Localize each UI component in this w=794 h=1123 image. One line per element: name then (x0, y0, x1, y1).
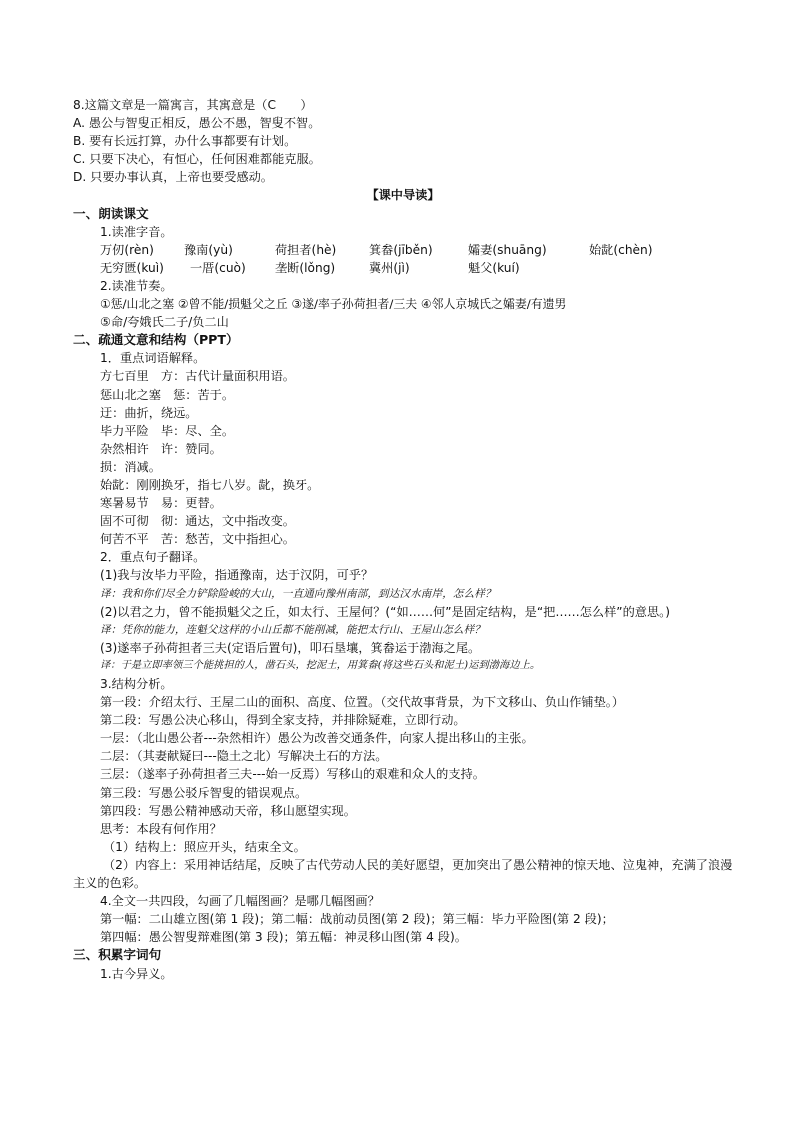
word-item: 惩山北之塞 惩：苦于。 (100, 387, 235, 402)
structure-item: 三层：（遂率子孙荷担者三夫---始一反焉）写移山的艰难和众人的支持。 (100, 767, 485, 782)
structure-subheading: 3.结构分析。 (100, 677, 173, 691)
effect-content: （2）内容上：采用神话结尾，反映了古代劳动人民的美好愿望，更加突出了愚公精神的惊天地、泣鬼神，充满了浪漫主义的色彩。 (73, 857, 733, 891)
word-item: 寒暑易节 易：更替。 (100, 496, 222, 511)
option-d: D. 只要办事认真，上帝也要受感动。 (73, 170, 273, 185)
rhythm-line-1: ①惩/山北之塞 ②曾不能/损魁父之丘 ③遂/率子孙荷担者/三夫 ④邻人京城氏之孀妻/有遗男 (100, 297, 567, 312)
structure-item: 第二段：写愚公决心移山，得到全家支持，并排除疑难，立即行动。 (100, 713, 466, 728)
word-item: 迂：曲折，绕远。 (100, 405, 198, 420)
document-page (73, 96, 733, 983)
word-item: 毕力平险 毕：尽、全。 (100, 423, 235, 438)
structure-item: 第三段：写愚公驳斥智叟的错误观点。 (100, 785, 308, 800)
structure-item: 第一段：介绍太行、王屋二山的面积、高度、位置。（交代故事背景，为下文移山、负山作铺垫。） (100, 695, 625, 710)
pinyin-item: 魁父(kuí) (468, 260, 520, 275)
pinyin-item: 垄断(lǒng) (275, 260, 336, 275)
translation-3: 译：于是立即率领三个能挑担的人，凿石头，挖泥土，用箕畚(将这些石头和泥土)运到渤海边上。 (100, 659, 541, 671)
pronunciation-row-1 (73, 241, 733, 259)
section-title: 【课中导读】 (366, 188, 440, 203)
heading-reading: 一、朗读课文 (73, 205, 149, 221)
structure-item: 二层：（其妻献疑曰---隐土之北）写解决土石的方法。 (100, 749, 388, 764)
pinyin-item: 荷担者(hè) (275, 242, 337, 257)
structure-item: 思考：本段有何作用？ (100, 821, 222, 836)
pinyin-item: 冀州(jì) (369, 260, 410, 275)
sentence-2: (2)以君之力，曾不能损魁父之丘，如太行、王屋何？(“如……何”是固定结构，是“把……怎么样”的意思。) (100, 604, 670, 619)
translation-2: 译：凭你的能力，连魁父这样的小山丘都不能削减，能把太行山、王屋山怎么样？ (100, 623, 485, 636)
word-item: 始龀：刚刚换牙，指七八岁。龀，换牙。 (100, 477, 320, 492)
pictures-line-1: 第一幅：二山雄立图(第 1 段)；第二幅：战前动员图(第 2 段)；第三幅：毕力平险图(第 2 段)； (100, 912, 614, 927)
pinyin-item: 万仞(rèn) (100, 242, 154, 257)
pinyin-item: 一厝(cuò) (190, 260, 246, 275)
pictures-line-2: 第四幅：愚公智叟辩难图(第 3 段)；第五幅：神灵移山图(第 4 段)。 (100, 930, 467, 945)
translation-1: 译：我和你们尽全力铲除险峻的大山，一直通向豫州南部，到达汉水南岸，怎么样？ (100, 587, 496, 600)
question-8-stem: 8.这篇文章是一篇寓言，其寓意是（C ） (73, 98, 313, 112)
structure-item: 一层：（北山愚公者---杂然相许）愚公为改善交通条件，向家人提出移山的主张。 (100, 731, 534, 746)
ancient-modern-subheading: 1.古今异义。 (100, 966, 173, 981)
heading-accumulation: 三、积累字词句 (73, 947, 162, 963)
word-item: 固不可彻 彻：通达，文中指改变。 (100, 514, 295, 529)
heading-meaning-structure: 二、疏通文意和结构（PPT） (73, 332, 239, 348)
pronunciation-subheading: 1.读准字音。 (100, 224, 173, 239)
translation-subheading: 2．重点句子翻译。 (100, 550, 206, 565)
option-b: B. 要有长远打算，办什么事都要有计划。 (73, 134, 297, 149)
sentence-3: (3)遂率子孙荷担者三夫(定语后置句)，叩石垦壤，箕畚运于渤海之尾。 (100, 640, 481, 655)
pinyin-item: 始龀(chèn) (589, 242, 653, 257)
pinyin-item: 箕畚(jīběn) (369, 242, 433, 257)
effect-structure: （1）结构上：照应开头，结束全文。 (103, 839, 306, 854)
pronunciation-row-2 (73, 259, 733, 277)
sentence-1: (1)我与汝毕力平险，指通豫南，达于汉阴，可乎？ (100, 568, 374, 583)
pictures-subheading: 4.全文一共四段，勾画了几幅图画？是哪几幅图画？ (100, 894, 380, 909)
pinyin-item: 无穷匮(kuì) (100, 260, 164, 275)
pinyin-item: 豫南(yù) (184, 242, 233, 257)
word-item: 损：消减。 (100, 459, 161, 474)
rhythm-line-2: ⑤命/夸娥氏二子/负二山 (100, 315, 229, 330)
word-item: 方七百里 方：古代计量面积用语。 (100, 369, 295, 384)
option-c: C. 只要下决心，有恒心，任何困难都能克服。 (73, 152, 321, 167)
word-explanation-subheading: 1．重点词语解释。 (100, 351, 206, 366)
option-a: A. 愚公与智叟正相反，愚公不愚，智叟不智。 (73, 116, 321, 131)
pinyin-item: 孀妻(shuāng) (468, 242, 547, 257)
word-item: 何苦不平 苦：愁苦，文中指担心。 (100, 532, 295, 547)
rhythm-subheading: 2.读准节奏。 (100, 278, 173, 293)
structure-item: 第四段：写愚公精神感动天帝，移山愿望实现。 (100, 803, 356, 818)
word-item: 杂然相许 许：赞同。 (100, 441, 222, 456)
